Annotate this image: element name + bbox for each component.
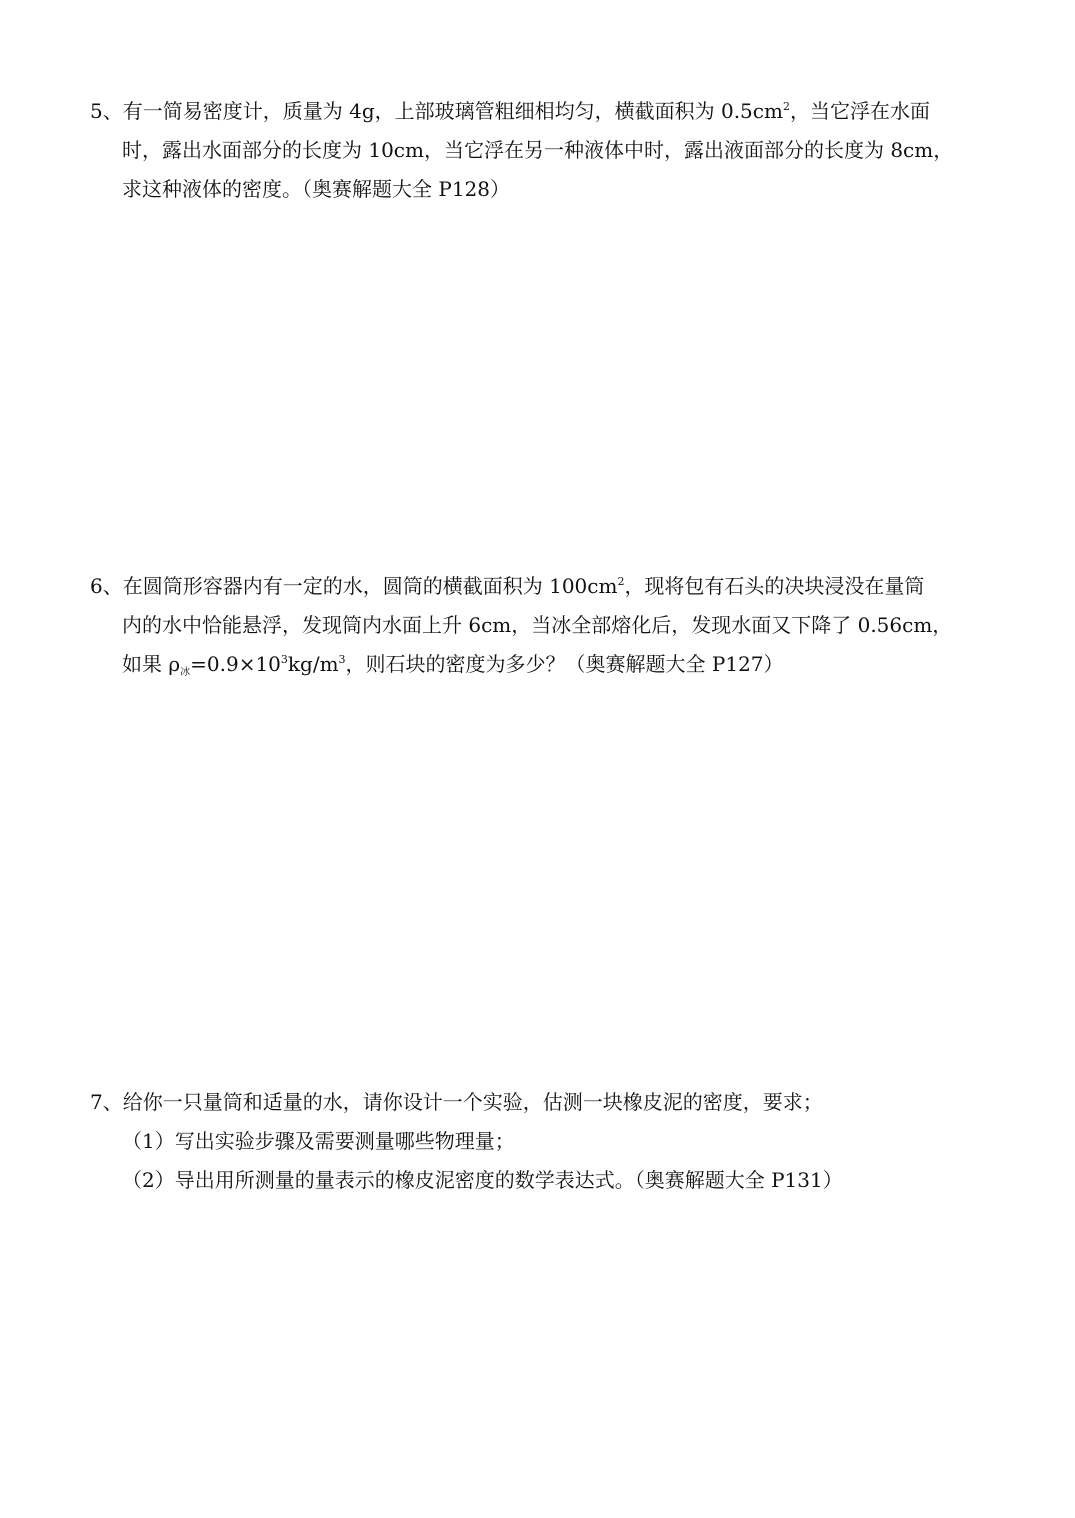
problem-6-superscript: 2: [617, 575, 625, 588]
problem-5-line-3: 求这种液体的密度。（奥赛解题大全 P128）: [122, 177, 510, 201]
problem-6-line-3: [90, 645, 1010, 684]
problem-6-line-1: [90, 567, 1010, 606]
problem-7-subquestion-1: （1）写出实验步骤及需要测量哪些物理量；: [122, 1129, 515, 1153]
problem-7: [90, 1083, 1010, 1200]
problem-6-ice-subscript: 冰: [180, 667, 191, 678]
problem-5-superscript: 2: [782, 100, 790, 113]
problem-5: [90, 92, 1010, 209]
problem-6-number: 6、: [90, 574, 123, 598]
problem-6: [90, 567, 1010, 684]
problem-6-text-1a: 在圆筒形容器内有一定的水，圆筒的横截面积为 100cm: [122, 574, 618, 598]
problem-7-subquestion-2: （2）导出用所测量的量表示的橡皮泥密度的数学表达式。（奥赛解题大全 P131）: [122, 1168, 843, 1192]
problem-6-text-1b: ，现将包有石头的决块浸没在量筒: [624, 574, 925, 598]
problem-6-text-3a: 如果 ρ: [122, 652, 181, 676]
problem-6-text-3c: kg/m: [287, 652, 339, 676]
problem-7-text-1: 给你一只量筒和适量的水，请你设计一个实验，估测一块橡皮泥的密度，要求；: [122, 1090, 823, 1114]
problem-5-line-1: [90, 92, 1010, 131]
problem-7-number: 7、: [90, 1090, 123, 1114]
problem-5-number: 5、: [90, 99, 123, 123]
problem-6-superscript-unit: 3: [338, 653, 346, 666]
problem-5-text-1a: 有一简易密度计，质量为 4g，上部玻璃管粗细相均匀，横截面积为 0.5cm: [122, 99, 783, 123]
problem-5-text-1b: ，当它浮在水面: [789, 99, 930, 123]
problem-5-line-2: 时，露出水面部分的长度为 10cm，当它浮在另一种液体中时，露出液面部分的长度为 8cm，: [122, 138, 954, 162]
problem-6-text-3d: ，则石块的密度为多少？（奥赛解题大全 P127）: [345, 652, 784, 676]
problem-6-superscript-exp: 3: [280, 653, 288, 666]
problem-6-line-2: 内的水中恰能悬浮，发现筒内水面上升 6cm，当冰全部熔化后，发现水面又下降了 0.56cm，: [122, 613, 953, 637]
problem-7-line-1: [90, 1083, 1010, 1122]
problem-6-text-3b: =0.9×10: [190, 652, 281, 676]
